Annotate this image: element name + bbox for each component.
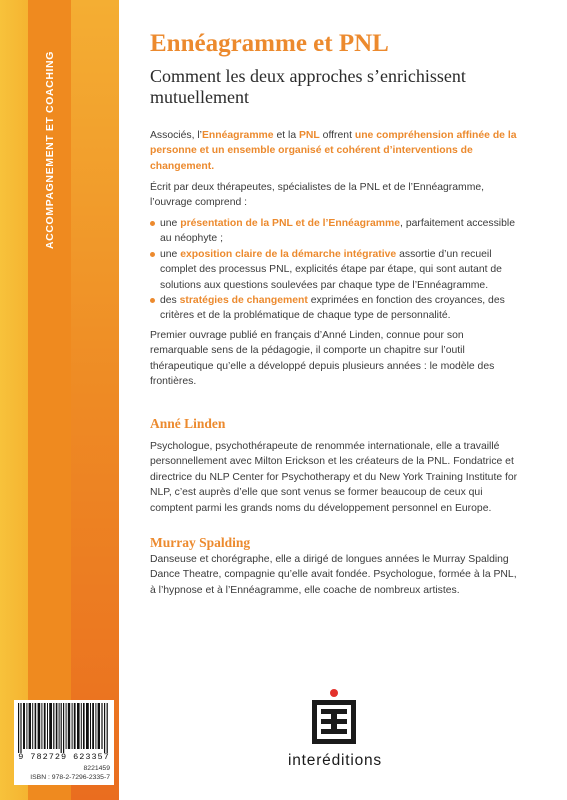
barcode-bars-icon xyxy=(18,703,110,753)
list-item-text: , parfaitement accessible au néophyte ; xyxy=(160,218,515,245)
contents-list xyxy=(150,216,522,324)
list-item-text: une xyxy=(160,248,181,260)
collection-label xyxy=(30,0,70,300)
book-subtitle: Comment les deux approches s’enrichissent mutuellement xyxy=(150,66,466,107)
list-item xyxy=(150,216,522,247)
contents-intro-paragraph: Écrit par deux thérapeutes, spécialistes de la PNL et de l’Ennéagramme, l’ouvrage comprend : xyxy=(150,182,485,209)
list-item-text: exprimées en fonction des croyances, des critères et de la problématique de chaque type de personnalité. xyxy=(160,295,505,322)
intro-paragraph xyxy=(150,128,522,174)
intereditions-logo-icon xyxy=(309,688,359,748)
list-item xyxy=(150,293,522,324)
collection-label-text: ACCOMPAGNEMENT ET COACHING xyxy=(44,51,56,249)
intro-text-1: Associés, l’ xyxy=(150,130,202,141)
list-item-text: assortie d’un recueil complet des processus PNL, explicités étape par étape, qui sont autant de solutions aux questions soulevées par chaque type de l’Ennéagramme. xyxy=(160,248,502,291)
bullet-dot-icon xyxy=(150,298,155,303)
first-book-paragraph: Premier ouvrage publié en français d’Anné Linden, connue pour son remarquable sens de la pédagogie, il comporte un chapitre sur l’outil thérapeutique qu’elle a développé depuis plusieurs années : le modèle des frontières. xyxy=(150,330,495,388)
bullet-dot-icon xyxy=(150,221,155,226)
intro-text-3: offrent xyxy=(319,130,355,141)
barcode-number: 9 782729 623357 xyxy=(18,752,110,762)
publisher-name: interéditions xyxy=(288,752,382,769)
list-item-highlight: présentation de la PNL et de l’Ennéagramme xyxy=(180,218,401,229)
list-item-highlight: exposition claire de la démarche intégrative xyxy=(180,248,397,260)
barcode xyxy=(14,700,114,785)
list-item-highlight: stratégies de changement xyxy=(179,295,308,307)
intro-highlight-offer: une compréhension affinée de la personne et un ensemble organisé et cohérent d’interventions de changement. xyxy=(150,130,517,172)
book-title: Ennéagramme et PNL xyxy=(150,30,389,57)
author-bio-spalding: Danseuse et chorégraphe, elle a dirigé de longues années le Murray Spalding Dance Theatre, compagnie qu’elle avait fondée. Psychologue, formée à la PNL, à l’hypnose et à l’Ennéagramme, elle coache de nombreux artistes. xyxy=(150,554,517,596)
isbn: ISBN : 978-2-7296-2335-7 xyxy=(30,774,110,781)
list-item-text: une xyxy=(160,218,181,229)
list-item-text: des xyxy=(160,295,180,307)
author-bio-linden: Psychologue, psychothérapeute de renommée internationale, elle a travaillé personnellement avec Milton Erickson et les créateurs de la PNL. Fondatrice et directrice du NLP Center for Psychotherapy et du New York Training Institute for NLP, c’est auprès d’elle que sont venus se former beaucoup de ceux qui comptent parmi les grands noms du développement personnel en Europe. xyxy=(150,441,518,514)
intro-highlight-enneagramme: Ennéagramme xyxy=(201,130,274,141)
intro-highlight-pnl: PNL xyxy=(299,130,320,141)
spine-gradient xyxy=(71,0,119,800)
bullet-dot-icon xyxy=(150,252,155,257)
author-name-spalding: Murray Spalding xyxy=(150,535,251,550)
list-item xyxy=(150,247,522,293)
product-code: 8221459 xyxy=(83,765,110,772)
intro-text-2: et la xyxy=(273,130,299,141)
author-name-linden: Anné Linden xyxy=(150,416,226,431)
